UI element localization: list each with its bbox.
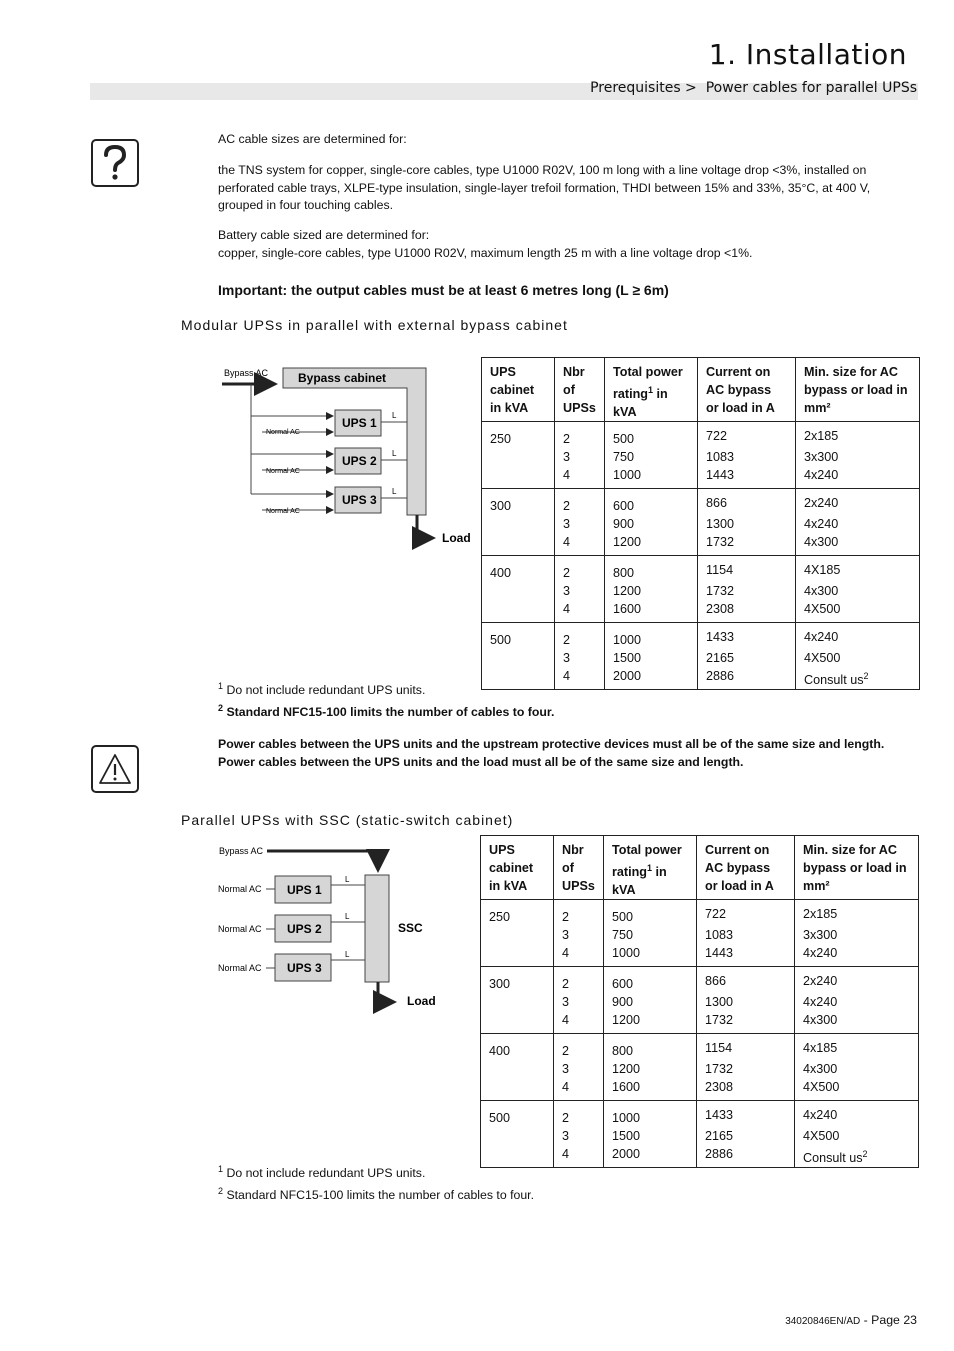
- footnote-1: $^1$ Do not include redundant UPS units.: [218, 1164, 426, 1180]
- breadcrumb: [590, 80, 917, 96]
- cell-size: 4x185 4x300 4X500: [795, 1034, 919, 1101]
- cell-current: 1154 1732 2308: [697, 1034, 795, 1101]
- ups-2-label: UPS 2: [287, 922, 322, 936]
- cell-power: 800 1200 1600: [605, 556, 698, 623]
- bypass-cabinet-diagram: [215, 360, 480, 555]
- load-arrow: [417, 515, 433, 538]
- footnote-2: $^2$ Standard NFC15-100 limits the number of cables to four.: [218, 703, 555, 719]
- cell-size: 4X185 4x300 4X500: [796, 556, 920, 623]
- cell-current: 1433 2165 2886: [697, 1101, 795, 1168]
- page-title: 1. Installation: [708, 38, 907, 71]
- cell-kva: 300: [482, 489, 555, 556]
- table-row: [482, 422, 920, 489]
- header-ups-cabinet: UPS cabinet in kVA: [481, 836, 554, 900]
- load-label: Load: [442, 531, 471, 545]
- cell-kva: 300: [481, 967, 554, 1034]
- table-header-row: [482, 358, 920, 422]
- cell-nbr: 2 3 4: [555, 623, 605, 690]
- ups-1-label: UPS 1: [342, 416, 377, 430]
- cell-power: 600 900 1200: [605, 489, 698, 556]
- breadcrumb-parent: Prerequisites >: [590, 80, 697, 96]
- ups-1-label: UPS 1: [287, 883, 322, 897]
- normal-ac-label: Normal AC: [218, 924, 262, 934]
- ups-1-branch: [218, 875, 365, 903]
- cell-size: 2x240 4x240 4x300: [796, 489, 920, 556]
- ssc-cabinet: [365, 875, 389, 982]
- header-min-size: Min. size for AC bypass or load in mm²: [796, 358, 920, 422]
- important-note: Important: the output cables must be at least 6 metres long (L ≥ 6m): [218, 282, 669, 298]
- header-total-power-text: Total power rating: [613, 365, 683, 402]
- breadcrumb-current: Power cables for parallel UPSs: [705, 80, 917, 96]
- l-label: L: [345, 912, 350, 921]
- cell-current: 866 1300 1732: [697, 967, 795, 1034]
- header-total-power-text: Total power rating: [612, 843, 682, 880]
- cell-current: 722 1083 1443: [698, 422, 796, 489]
- footnotes-1: [218, 677, 554, 721]
- table-row: [482, 556, 920, 623]
- cell-power: 1000 1500 2000: [605, 623, 698, 690]
- ups-2-branch: [251, 448, 407, 475]
- intro-text-2: the TNS system for copper, single-core cables, type U1000 R02V, 100 m long with a line voltage drop <3%, installed on perforated cable trays, XLPE-type insulation, single-layer trefoil formation, THDI between 15% and 33%, 35°C, at 400 V, grouped in four touching cables.: [218, 163, 871, 212]
- ups-2-label: UPS 2: [342, 454, 377, 468]
- normal-ac-label: Normal AC: [266, 508, 300, 515]
- bypass-ac-label: Bypass AC: [224, 368, 269, 378]
- cell-power: 1000 1500 2000: [604, 1101, 697, 1168]
- l-label: L: [345, 950, 350, 959]
- page-footer: [785, 1313, 917, 1327]
- warning-icon: [91, 745, 139, 793]
- document-code: 34020846EN/AD: [785, 1316, 861, 1327]
- ssc-label: SSC: [398, 921, 423, 935]
- cell-power: 500 750 1000: [604, 900, 697, 967]
- header-total-power: Total power rating$^1$ in kVA: [605, 358, 698, 422]
- bypass-feed-arrow: [267, 851, 378, 870]
- cell-size: 4x240 4X500 Consult $us^2$: [795, 1101, 919, 1168]
- table-row: [481, 967, 919, 1034]
- ssc-diagram: [215, 840, 480, 1020]
- ups-1-branch: [251, 410, 407, 436]
- header-total-power-unit: in kVA: [613, 387, 668, 420]
- header-total-power: Total power rating$^1$ in kVA: [604, 836, 697, 900]
- cell-nbr: 2 3 4: [554, 1034, 604, 1101]
- cell-nbr: 2 3 4: [554, 967, 604, 1034]
- cell-nbr: 2 3 4: [554, 900, 604, 967]
- battery-text-line1: Battery cable sized are determined for:: [218, 228, 430, 242]
- cell-kva: 250: [482, 422, 555, 489]
- warning-text: [218, 736, 928, 771]
- battery-text-line2: copper, single-core cables, type U1000 R02V, maximum length 25 m with a line voltage drop <1%.: [218, 245, 753, 260]
- table-row: [481, 1101, 919, 1168]
- section2-heading: Parallel UPSs with SSC (static-switch cabinet): [181, 812, 514, 828]
- header-current: Current on AC bypass or load in A: [698, 358, 796, 422]
- ups-3-label: UPS 3: [342, 493, 377, 507]
- normal-ac-label: Normal AC: [218, 884, 262, 894]
- footnotes-2: [218, 1160, 534, 1204]
- intro-text-1: AC cable sizes are determined for:: [218, 132, 407, 146]
- battery-text: [218, 227, 918, 262]
- ups-3-branch: [218, 950, 365, 981]
- page-number: - Page 23: [860, 1313, 917, 1327]
- footnote-2: $^2$ Standard NFC15-100 limits the number of cables to four.: [218, 1186, 535, 1202]
- cell-size: 2x240 4x240 4x300: [795, 967, 919, 1034]
- table-row: [481, 1034, 919, 1101]
- l-label: L: [392, 449, 397, 458]
- header-min-size: Min. size for AC bypass or load in mm²: [795, 836, 919, 900]
- cell-current: 866 1300 1732: [698, 489, 796, 556]
- normal-ac-label: Normal AC: [218, 963, 262, 973]
- section1-heading: Modular UPSs in parallel with external bypass cabinet: [181, 317, 568, 333]
- warning-line-1: Power cables between the UPS units and the upstream protective devices must all be of the same size and length.: [218, 737, 885, 751]
- cell-power: 500 750 1000: [605, 422, 698, 489]
- normal-ac-label: Normal AC: [266, 468, 300, 475]
- header-current: Current on AC bypass or load in A: [697, 836, 795, 900]
- header-total-power-unit: in kVA: [612, 865, 667, 898]
- cable-size-table-1: [481, 357, 920, 690]
- table-row: [482, 489, 920, 556]
- bypass-ac-label: Bypass AC: [219, 846, 264, 856]
- cell-current: 722 1083 1443: [697, 900, 795, 967]
- cell-power: 800 1200 1600: [604, 1034, 697, 1101]
- warning-line-2: Power cables between the UPS units and the load must all be of the same size and length.: [218, 754, 744, 769]
- table-row: [481, 900, 919, 967]
- load-arrow: [378, 982, 394, 1002]
- cable-size-table-2: [480, 835, 919, 1168]
- load-label: Load: [407, 994, 436, 1008]
- ups-2-branch: [218, 912, 365, 942]
- cell-kva: 400: [482, 556, 555, 623]
- bypass-cabinet-label: Bypass cabinet: [298, 371, 387, 385]
- cell-size: 2x185 3x300 4x240: [795, 900, 919, 967]
- cell-power: 600 900 1200: [604, 967, 697, 1034]
- cell-nbr: 2 3 4: [555, 489, 605, 556]
- header-ups-cabinet: UPS cabinet in kVA: [482, 358, 555, 422]
- cell-kva: 400: [481, 1034, 554, 1101]
- cell-kva: 500: [481, 1101, 554, 1168]
- cell-nbr: 2 3 4: [554, 1101, 604, 1168]
- ups-3-branch: [251, 487, 407, 515]
- cell-nbr: 2 3 4: [555, 556, 605, 623]
- question-icon: [91, 139, 139, 187]
- normal-ac-label: Normal AC: [266, 429, 300, 436]
- footnote-1: $^1$ Do not include redundant UPS units.: [218, 681, 426, 697]
- ups-3-label: UPS 3: [287, 961, 322, 975]
- cell-kva: 250: [481, 900, 554, 967]
- cell-current: 1433 2165 2886: [698, 623, 796, 690]
- header-nbr-ups: Nbr of UPSs: [554, 836, 604, 900]
- cell-size: 2x185 3x300 4x240: [796, 422, 920, 489]
- cell-kva: 500: [482, 623, 555, 690]
- cell-nbr: 2 3 4: [555, 422, 605, 489]
- l-label: L: [392, 411, 397, 420]
- l-label: L: [392, 487, 397, 496]
- l-label: L: [345, 875, 350, 884]
- header-nbr-ups: Nbr of UPSs: [555, 358, 605, 422]
- cell-current: 1154 1732 2308: [698, 556, 796, 623]
- cell-size: 4x240 4X500 Consult $us^2$: [796, 623, 920, 690]
- table-header-row: [481, 836, 919, 900]
